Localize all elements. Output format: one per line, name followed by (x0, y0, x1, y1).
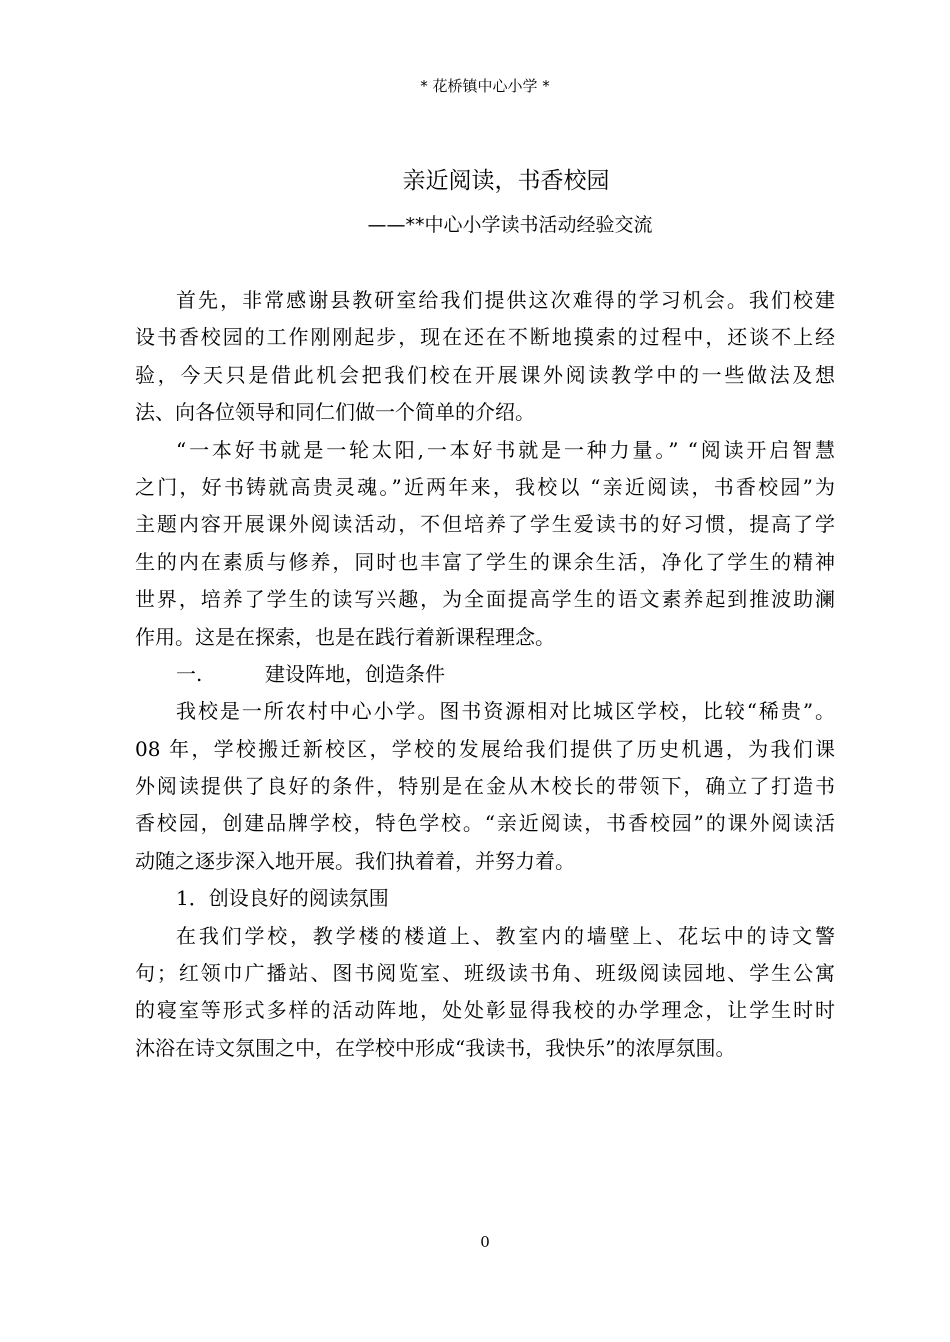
paragraph-line: 法、向各位领导和同仁们做一个简单的介绍。 (135, 400, 535, 425)
paragraph-line: 我校是一所农村中心小学。图书资源相对比城区学校，比较“稀贵”。 (176, 699, 835, 724)
paragraph-line: 首先，非常感谢县教研室给我们提供这次难得的学习机会。我们校建 (176, 288, 835, 312)
paragraph-line: 的寝室等形式多样的活动阵地，处处彰显得我校的办学理念，让学生时时 (135, 998, 835, 1023)
paragraph-line: 动随之逐步深入地开展。我们执着着，并努力着。 (135, 848, 575, 873)
paragraph-line: 外阅读提供了良好的条件，特别是在金从木校长的带领下，确立了打造书 (135, 774, 835, 799)
section-heading-text: 建设阵地，创造条件 (265, 661, 445, 686)
page-number: 0 (480, 1233, 490, 1251)
page-header: * 花桥镇中心小学 * (420, 77, 550, 95)
paragraph-line: 句；红领巾广播站、图书阅览室、班级读书角、班级阅读园地、学生公寓 (135, 961, 835, 986)
paragraph-line: 之门，好书铸就高贵灵魂。”近两年来，我校以 “亲近阅读，书香校园”为 (135, 474, 835, 499)
paragraph-line: 在我们学校，教学楼的楼道上、教室内的墙壁上、花坛中的诗文警 (176, 923, 835, 948)
section-heading (135, 656, 835, 693)
paragraph-line: 作用。这是在探索，也是在践行着新课程理念。 (135, 624, 555, 649)
document-subtitle: ——**中心小学读书活动经验交流 (367, 214, 653, 236)
paragraph-line: 主题内容开展课外阅读活动，不但培养了学生爱读书的好习惯，提高了学 (135, 512, 835, 537)
paragraph-line: 世界，培养了学生的读写兴趣，为全面提高学生的语文素养起到推波助澜 (135, 587, 835, 612)
subheading: 1．创设良好的阅读氛围 (176, 886, 389, 911)
document-body (135, 282, 835, 1067)
paragraph-line: “一本好书就是一轮太阳,一本好书就是一种力量。” “阅读开启智慧 (176, 437, 835, 462)
paragraph-line: 08 年，学校搬迁新校区，学校的发展给我们提供了历史机遇，为我们课 (135, 736, 835, 761)
section-number: 一. (176, 661, 203, 686)
paragraph-line: 验，今天只是借此机会把我们校在开展课外阅读教学中的一些做法及想 (135, 362, 835, 387)
document-title: 亲近阅读，书香校园 (402, 168, 610, 194)
paragraph-line: 生的内在素质与修养，同时也丰富了学生的课余生活，净化了学生的精神 (135, 549, 835, 574)
paragraph-line: 沐浴在诗文氛围之中，在学校中形成“我读书，我快乐”的浓厚氛围。 (135, 1035, 736, 1060)
paragraph-line: 设书香校园的工作刚刚起步，现在还在不断地摸索的过程中，还谈不上经 (135, 325, 835, 350)
paragraph-line: 香校园，创建品牌学校，特色学校。“亲近阅读，书香校园”的课外阅读活 (135, 811, 835, 836)
